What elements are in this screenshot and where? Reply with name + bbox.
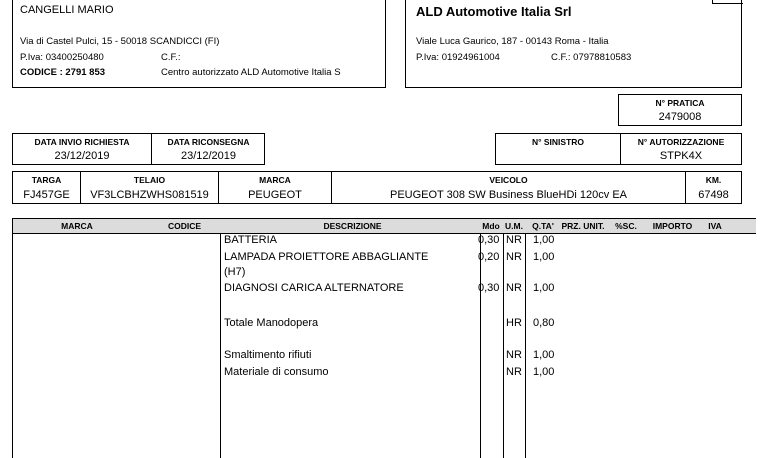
veicolo-label: VEICOLO (489, 175, 528, 185)
riconsegna-value: 23/12/2019 (180, 150, 237, 162)
header-descrizione: DESCRIZIONE (323, 221, 382, 231)
header-um: U.M. (505, 221, 523, 231)
row-description-line2: (H7) (224, 266, 246, 278)
km-value: 67498 (698, 189, 729, 201)
customer-code: CODICE : 2791 853 (20, 67, 106, 78)
header-importo: IMPORTO (652, 221, 693, 231)
row-description: Smaltimento rifiuti (224, 349, 312, 361)
row-um: NR (506, 251, 522, 263)
vehicle-box (12, 171, 742, 204)
pratica-box (618, 94, 742, 126)
row-description: LAMPADA PROIETTORE ABBAGLIANTE (224, 251, 429, 263)
header-sc: %SC. (615, 221, 637, 231)
table-header (12, 218, 756, 234)
veicolo-value: PEUGEOT 308 SW Business BlueHDi 120cv EA (389, 189, 627, 201)
riconsegna-label: DATA RICONSEGNA (167, 137, 250, 147)
pratica-value: 2479008 (658, 111, 702, 123)
invio-label: DATA INVIO RICHIESTA (34, 137, 130, 147)
telaio-label: TELAIO (133, 175, 166, 185)
sinistro-box (495, 133, 742, 165)
company-address: Viale Luca Gaurico, 187 - 00143 Roma - Italia (416, 36, 609, 47)
targa-label: TARGA (31, 175, 62, 185)
row-um: NR (506, 366, 522, 378)
row-qta: 1,00 (533, 282, 555, 294)
items-table (12, 218, 756, 458)
customer-piva: P.Iva: 03400250480 (20, 52, 104, 63)
row-mdo: 0,30 (478, 282, 500, 294)
row-description: DIAGNOSI CARICA ALTERNATORE (224, 282, 404, 294)
row-description: Totale Manodopera (224, 317, 319, 329)
row-qta: 0,80 (533, 317, 555, 329)
row-um: HR (506, 317, 522, 329)
customer-note: Centro autorizzato ALD Automotive Italia S (161, 67, 341, 78)
customer-cf: C.F.: (161, 52, 181, 63)
corner-mark (712, 0, 743, 4)
row-qta: 1,00 (533, 251, 555, 263)
row-mdo: 0,30 (478, 234, 500, 246)
sinistro-label: N° SINISTRO (531, 137, 585, 147)
pratica-label: N° PRATICA (655, 98, 705, 108)
header-prz: PRZ. UNIT. (561, 221, 605, 231)
company-piva: P.Iva: 01924961004 (416, 52, 500, 63)
autorizzazione-value: STPK4X (659, 150, 703, 162)
marca-label: MARCA (259, 175, 291, 185)
header-qta: Q.TA' (532, 221, 554, 231)
row-um: NR (506, 282, 522, 294)
company-box (405, 0, 742, 88)
invio-value: 23/12/2019 (54, 150, 110, 162)
km-label: KM. (705, 175, 722, 185)
customer-name: CANGELLI MARIO (20, 4, 114, 16)
row-qta: 1,00 (533, 366, 555, 378)
row-um: NR (506, 234, 522, 246)
header-marca: MARCA (61, 221, 93, 231)
row-qta: 1,00 (533, 234, 555, 246)
row-description: BATTERIA (224, 234, 277, 246)
dates-box (12, 133, 265, 165)
row-description: Materiale di consumo (224, 366, 329, 378)
marca-value: PEUGEOT (248, 189, 302, 201)
company-cf: C.F.: 07978810583 (551, 52, 632, 63)
customer-box (12, 0, 386, 88)
company-name: ALD Automotive Italia Srl (416, 4, 572, 19)
targa-value: FJ457GE (23, 189, 70, 201)
customer-address: Via di Castel Pulci, 15 - 50018 SCANDICCI (FI) (20, 36, 220, 47)
telaio-value: VF3LCBHZWHS081519 (90, 189, 209, 201)
autorizzazione-label: N° AUTORIZZAZIONE (637, 137, 725, 147)
header-iva: IVA (708, 221, 722, 231)
row-qta: 1,00 (533, 349, 555, 361)
row-um: NR (506, 349, 522, 361)
header-mdo: Mdo (482, 221, 500, 231)
header-codice: CODICE (167, 221, 202, 231)
row-mdo: 0,20 (478, 251, 500, 263)
